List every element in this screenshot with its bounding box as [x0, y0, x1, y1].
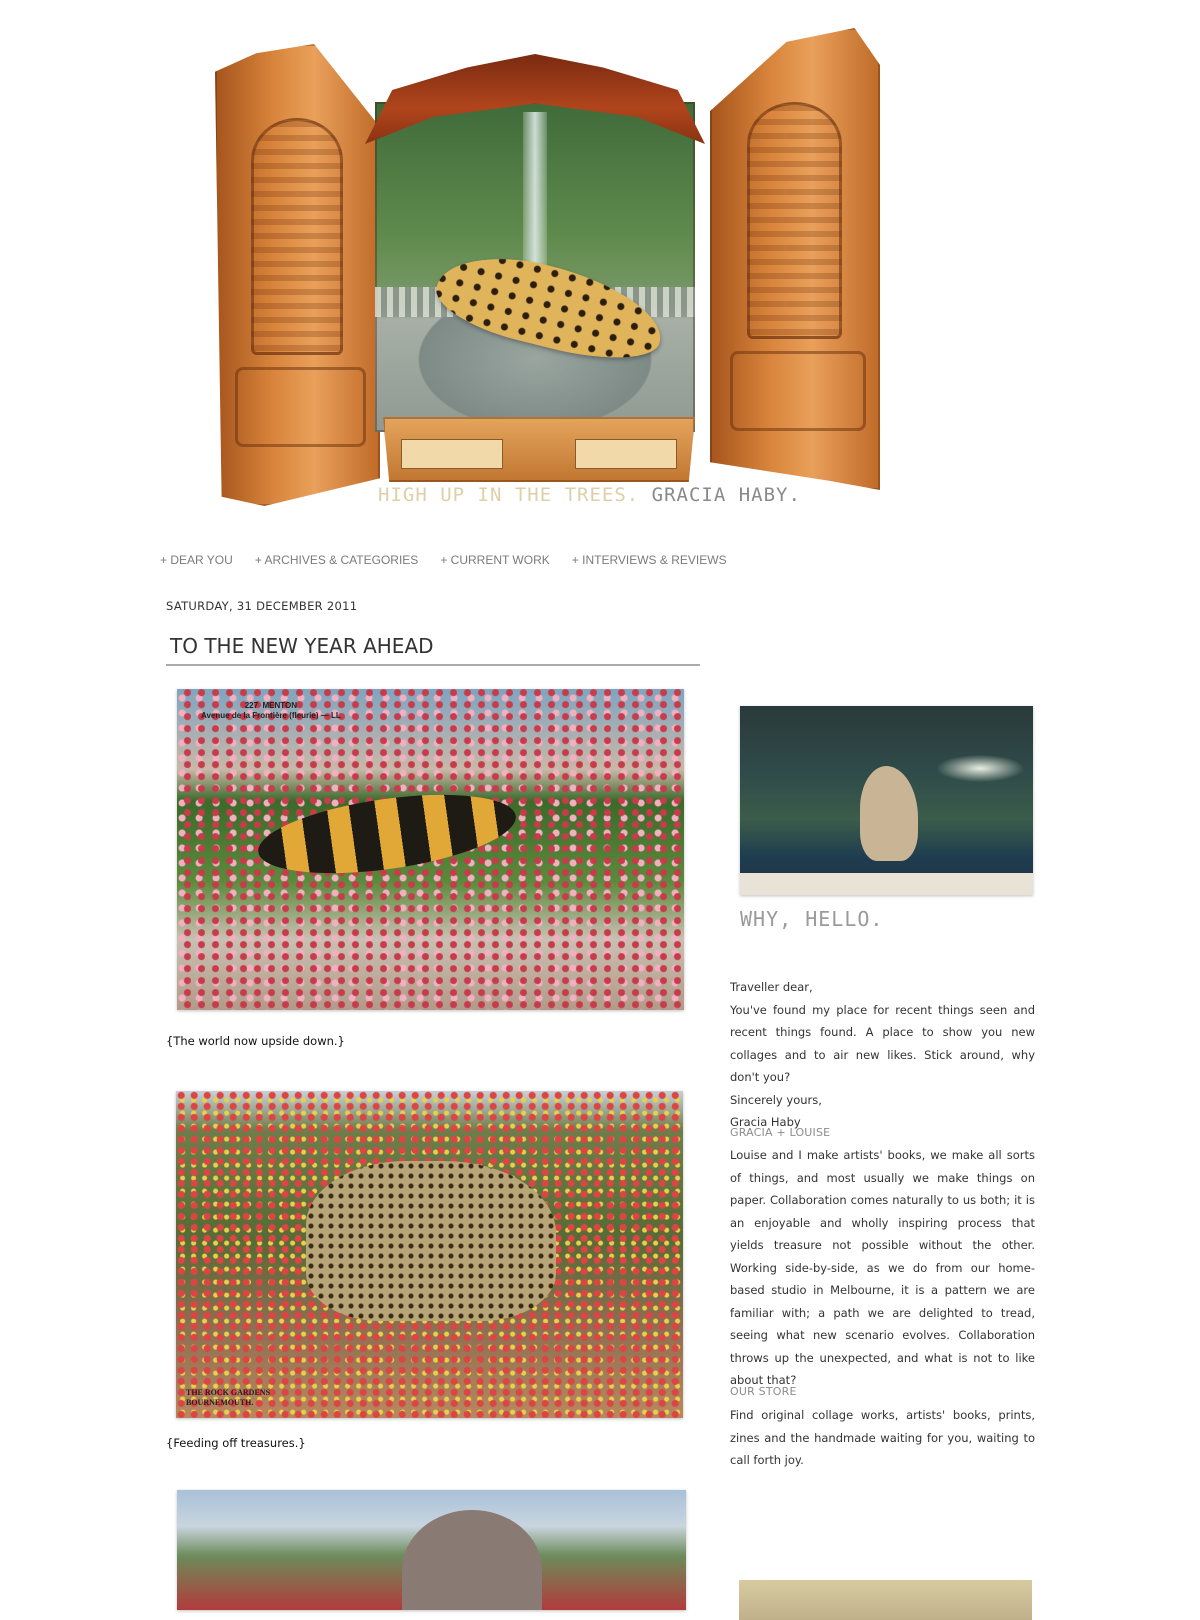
main-nav — [160, 553, 749, 567]
right-plaque — [575, 439, 677, 469]
greeting-line: Sincerely yours, — [730, 1092, 822, 1107]
nav-interviews-reviews[interactable]: + INTERVIEWS & REVIEWS — [571, 553, 727, 567]
blog-title[interactable] — [378, 484, 801, 506]
blog-title-part1: HIGH UP IN THE TREES. — [378, 484, 640, 506]
sidebar-our-store-text: Find original collage works, artists' books, prints, zines and the handmade waiting for you, waiting to call forth joy. — [730, 1408, 1035, 1467]
sidebar-heading-gracia-louise: GRACIA + LOUISE — [730, 1126, 831, 1139]
rabbit-figure — [402, 1510, 542, 1610]
post-image-menton[interactable] — [177, 689, 684, 1010]
postcard-print-text: 227 MENTON Avenue de la Frontière (fleurie) — LL — [201, 701, 341, 720]
blog-title-part2: GRACIA HABY. — [651, 484, 801, 506]
left-theatre-panel — [215, 44, 380, 506]
right-audience-frame — [747, 102, 841, 339]
genet-cat — [429, 240, 672, 373]
left-plaque — [401, 439, 503, 469]
nav-archives-categories[interactable]: + ARCHIVES & CATEGORIES — [254, 553, 419, 567]
sidebar-heading-our-store: OUR STORE — [730, 1385, 797, 1398]
fountain-stage — [375, 102, 695, 432]
right-carved-frame — [730, 351, 865, 431]
sidebar-kangaroo-image[interactable] — [740, 706, 1033, 895]
left-audience-frame — [251, 118, 343, 355]
post-image-rabbit[interactable] — [177, 1490, 686, 1610]
leopard-figure — [306, 1161, 556, 1321]
right-theatre-panel — [710, 28, 880, 490]
nav-dear-you[interactable]: + DEAR YOU — [160, 553, 233, 567]
handwritten-strip — [740, 873, 1033, 895]
greeting-line: You've found my place for recent things seen and recent things found. A place to show you new collages and to air new likes. Stick around, why don't you? — [730, 1002, 1035, 1084]
post-image-caption: {Feeding off treasures.} — [166, 1436, 306, 1450]
nav-current-work[interactable]: + CURRENT WORK — [440, 553, 550, 567]
left-carved-frame — [235, 367, 366, 447]
salamander-figure — [253, 781, 520, 887]
sidebar-greeting — [730, 976, 1035, 1134]
greeting-line: Gracia Haby — [730, 1115, 801, 1129]
sidebar-gracia-louise-text: Louise and I make artists' books, we make all sorts of things, and most usually we make things on paper. Collaboration comes naturally to us both; it is an enjoyable and wholly inspiring process that yields treasure not possible without the other. Working side-by-side, as we do from our home-based studio in Melbourne, it is a pattern we are familiar with; a path we are delighted to tread, seeing what new scenario evolves. Collaboration throws up the unexpected, and what is not to like about that? — [730, 1148, 1035, 1387]
header-collage-image[interactable] — [215, 22, 880, 514]
greeting-line: Traveller dear, — [730, 980, 813, 994]
post-title[interactable]: TO THE NEW YEAR AHEAD — [166, 634, 700, 666]
kangaroo-figure — [860, 766, 918, 861]
stage-base — [383, 417, 695, 482]
sidebar-store-image[interactable] — [739, 1580, 1032, 1620]
postcard-print-text: THE ROCK GARDENS BOURNEMOUTH. — [186, 1388, 271, 1407]
post-image-rock-gardens[interactable] — [176, 1091, 683, 1418]
post-image-caption: {The world now upside down.} — [166, 1034, 345, 1048]
sidebar-heading-why-hello: WHY, HELLO. — [740, 907, 884, 931]
post-date: SATURDAY, 31 DECEMBER 2011 — [166, 599, 358, 613]
